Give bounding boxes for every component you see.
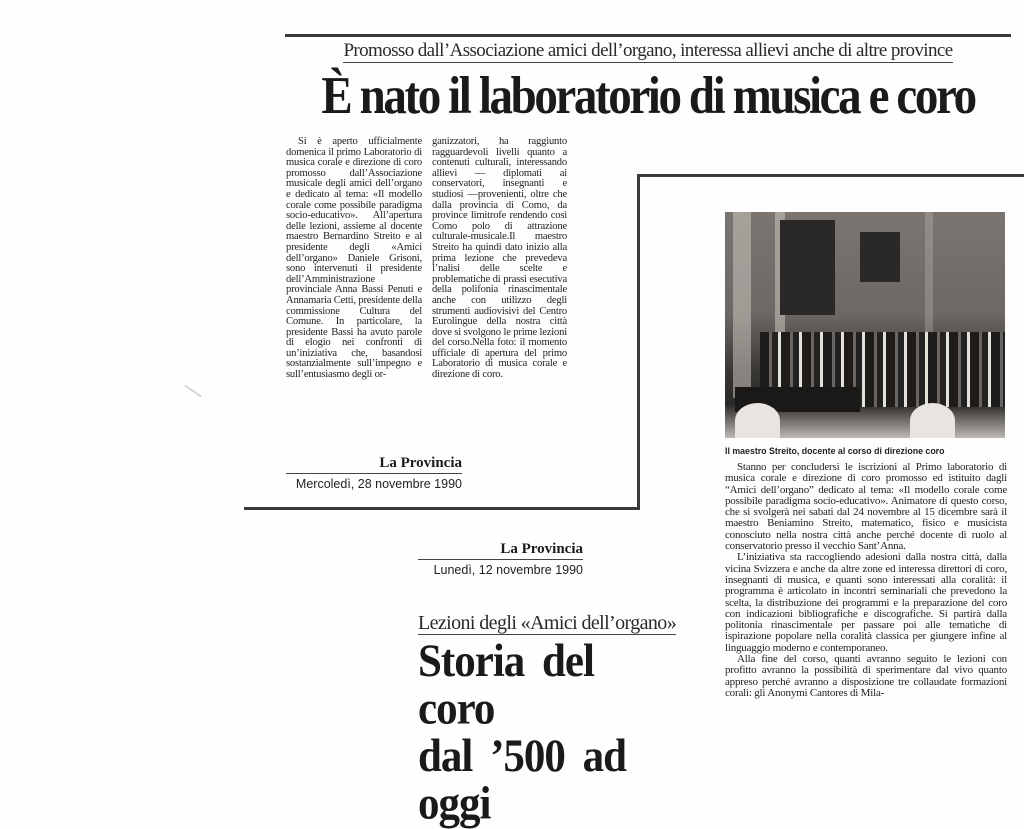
headline-line: dal ’500 ad oggi <box>418 730 627 829</box>
box-border-bottom <box>244 507 640 510</box>
box-border-top <box>637 174 1024 177</box>
column-text: Si è aperto ufficialmente domenica il primo Laboratorio di musica corale e direzione di coro promosso dall’Associazione musicale degli amici dell’organo e dedicato al tema: «Il modello corale come possibile paradigma socio-educativo». All’apertura delle lezioni, assieme al docente maestro Bernardino Streito e al presidente degli «Amici dell’organo» Daniele Grisoni, sono intervenuti il presidente dell’Amministrazione provinciale Anna Bassi Penuti e Annamaria Cetti, presidente della commissione Cultura del Comune. In particolare, la presidente Bassi ha avuto parole di elogio nei confronti di un’iniziativa che, basandosi sostanzialmente sull’impegno e sull’entusiasmo degli or- <box>286 136 422 381</box>
headline-line: Storia del coro <box>418 635 594 735</box>
body-paragraph: Stanno per concludersi le iscrizioni al Primo laboratorio di musica corale e direzione di coro promosso ed istituito dagli “Amici dell’organo” dedicato al tema: «Il modello corale come possibile paradigma socio-educativo». Animatore di questo corso, che si svolgerà nei sabati dal 24 novembre al 15 dicembre sarà il maestro Beniamino Streito, matematico, fisico e musicista conosciuto nella nostra città anche perché docente di ruolo al conservatorio presso il vecchio Sant’Anna. <box>725 461 1007 553</box>
body-paragraph: Alla fine del corso, quanti avranno seguito le lezioni con profitto avranno la possibilità di sperimentare dal vivo quanto appreso perché avranno a disposizione tre collaudate formazioni corali: gli Anonymi Cantores di Mila- <box>725 653 1007 699</box>
article1-column-1 <box>286 137 422 381</box>
article1-date: Mercoledì, 28 novembre 1990 <box>295 477 462 491</box>
article1-headline: È nato il laboratorio di musica e coro <box>321 67 975 126</box>
article2-headline <box>418 635 688 829</box>
article2-date: Lunedì, 12 novembre 1990 <box>433 563 583 577</box>
body-paragraph: L’iniziativa sta raccogliendo adesioni dalla nostra città, dalla vicina Svizzera e anche da altre zone ed interessa direttori di coro, insegnanti di musica, e quanti sono interessati alla coralità: il programma è articolato in incontri seminariali che prevedono la scelta, la distribuzione dei programmi e la preparazione del coro con indicazioni bibliografiche e discografiche. Si partirà dalla politonia rinascimentale per passare poi alle tematiche di ispirazione popolare nella coralità classica per giungere infine al linguaggio moderno e contemporaneo. <box>725 551 1007 654</box>
choir-photo <box>725 212 1005 438</box>
top-rule <box>285 34 1011 37</box>
scan-smudge <box>184 384 202 397</box>
kicker-text: Lezioni degli «Amici dell’organo» <box>418 612 677 634</box>
article2-source: La Provincia <box>418 541 583 560</box>
article1-kicker <box>285 40 1011 62</box>
column-text: ganizzatori, ha raggiunto ragguardevoli livelli quanto a contenuti culturali, interessando allievi — diplomati ai conservatori, insegnanti e studiosi —provenienti, oltre che dalla provincia di Como, da province limitrofe rendendo così Como polo di attrazione culturale-musicale.Il maestro Streito ha quindi dato inizio alla prima lezione che prevedeva l’nalisi delle scelte e problematiche di prassi esecutiva della polifonia rinascimentale anche con utilizzo degli strumenti audiovisivi del Centro Eurolingue della nostra città dove si svolgono le prime lezioni del corso.Nella foto: il momento ufficiale di apertura del primo Laboratorio di musica corale e direzione di coro. <box>432 136 567 381</box>
article2-body <box>725 462 1007 699</box>
article2-kicker <box>418 612 686 635</box>
kicker-text: Promosso dall’Associazione amici dell’organo, interessa allievi anche di altre province <box>343 40 953 61</box>
article1-source: La Provincia <box>286 455 462 474</box>
photo-caption: Il maestro Streito, docente al corso di direzione coro <box>725 446 945 456</box>
article1-column-2 <box>432 137 567 381</box>
box-border-vertical <box>637 175 640 510</box>
